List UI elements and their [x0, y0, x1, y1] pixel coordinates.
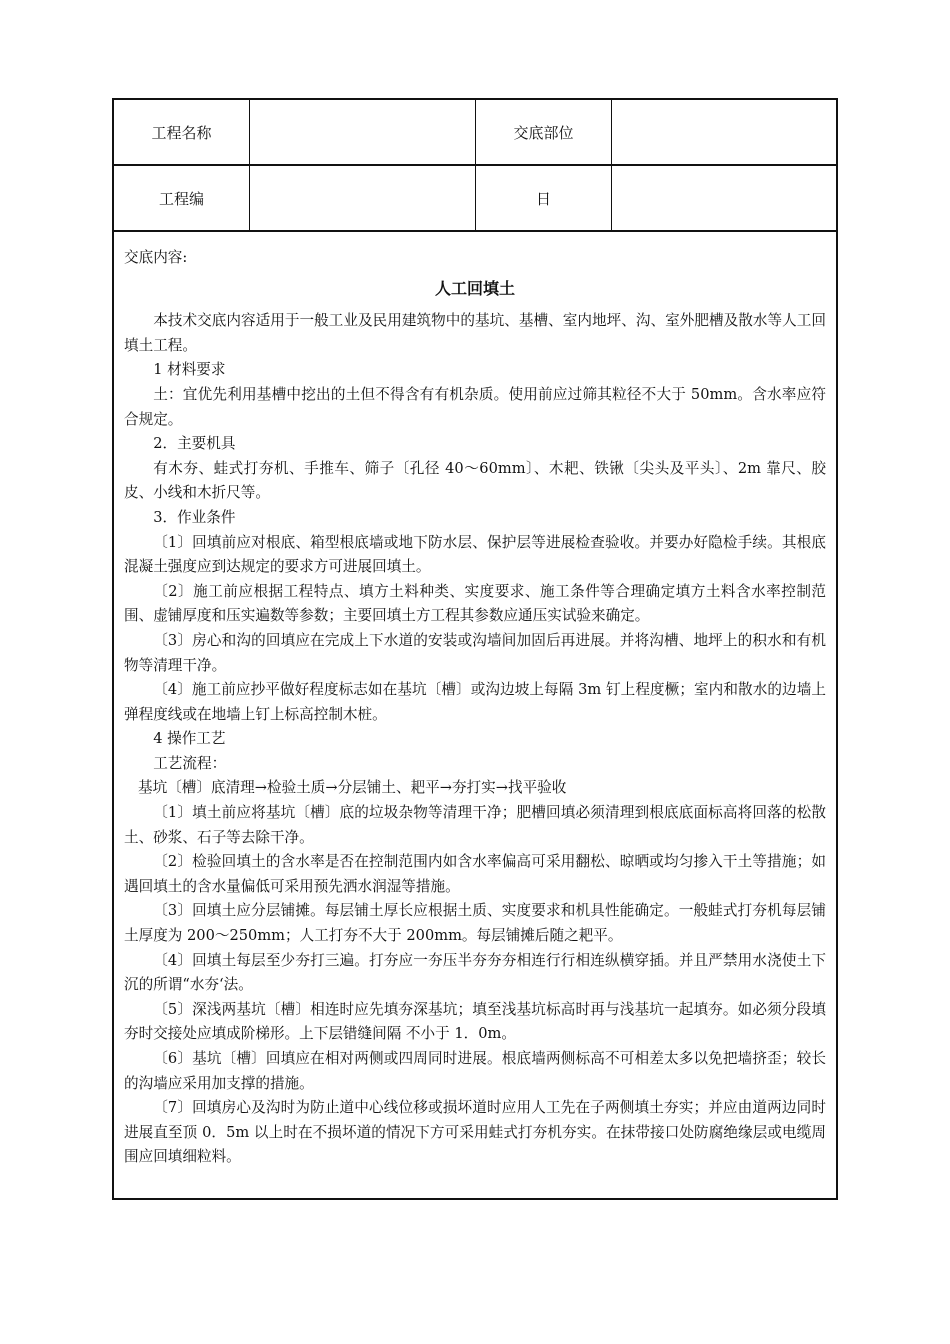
- section-heading: 3．作业条件: [153, 508, 236, 526]
- project-name-field: [250, 100, 476, 166]
- section-heading: 1 材料要求: [153, 361, 226, 379]
- paragraph: 〔4〕回填土每层至少夯打三遍。打夯应一夯压半夯夯夯相连行行相连纵横穿插。并且严禁用水浇使土下沉的所谓“水夯‘法。: [124, 951, 826, 994]
- document-title: 人工回填土: [434, 278, 515, 298]
- date-label: 日: [476, 166, 612, 232]
- paragraph: 土：宜优先利用基槽中挖出的土但不得含有有机杂质。使用前应过筛其粒径不大于 50mm。含水率应符合规定。: [124, 385, 826, 428]
- project-name-label: 工程名称: [114, 100, 250, 166]
- project-no-label: 工程编: [114, 166, 250, 232]
- paragraph: 有木夯、蛙式打夯机、手推车、筛子〔孔径 40～60mm〕、木耙、铁锹〔尖头及平头〕、2m 靠尺、胶皮、小线和木折尺等。: [124, 459, 826, 502]
- paragraph: 〔3〕房心和沟的回填应在完成上下水道的安装或沟墙间加固后再进展。并将沟槽、地坪上的积水和有机物等清理干净。: [124, 631, 826, 674]
- paragraph: 〔6〕基坑〔槽〕回填应在相对两侧或四周同时进展。根底墙两侧标高不可相差太多以免把墙挤歪；较长的沟墙应采用加支撑的措施。: [124, 1050, 826, 1092]
- part-label: 交底部位: [476, 100, 612, 166]
- part-field: [612, 100, 836, 166]
- section-heading: 2．主要机具: [153, 435, 236, 453]
- paragraph: 〔2〕检验回填土的含水率是否在控制范围内如含水率偏高可采用翻松、晾晒或均匀掺入干土等措施；如遇回填土的含水量偏低可采用预先洒水润湿等措施。: [124, 853, 826, 895]
- header-table: [114, 100, 836, 232]
- paragraph: 〔1〕填土前应将基坑〔槽〕底的垃圾杂物等清理干净；肥槽回填必须清理到根底底面标高将回落的松散土、砂浆、石子等去除干净。: [124, 804, 826, 846]
- disclosure-form: [112, 98, 838, 1200]
- paragraph: 〔2〕施工前应根据工程特点、填方土料种类、实度要求、施工条件等合理确定填方土料含水率控制范围、虚铺厚度和压实遍数等参数；主要回填土方工程其参数应通压实试验来确定。: [124, 582, 826, 625]
- disclosure-content: [114, 232, 836, 1170]
- paragraph: 〔1〕回填前应对根底、箱型根底墙或地下防水层、保护层等进展检查验收。并要办好隐检手续。其根底混凝土强度应到达规定的要求方可进展回填土。: [124, 533, 826, 576]
- content-label: 交底内容:: [124, 249, 188, 266]
- section-heading: 4 操作工艺: [153, 730, 226, 748]
- paragraph: 〔7〕回填房心及沟时为防止道中心线位移或损坏道时应用人工先在子两侧填土夯实；并应由道两边同时进展直至顶 0．5m 以上时在不损坏道的情况下方可采用蛙式打夯机夯实。在抹带接口处防腐绝缘层或电缆周围应回填细粒料。: [124, 1099, 826, 1166]
- paragraph: 〔4〕施工前应抄平做好程度标志如在基坑〔槽〕或沟边坡上每隔 3m 钉上程度橛；室内和散水的边墙上弹程度线或在地墙上钉上标高控制木桩。: [124, 681, 826, 723]
- paragraph: 本技术交底内容适用于一般工业及民用建筑物中的基坑、基槽、室内地坪、沟、室外肥槽及散水等人工回填土工程。: [124, 312, 826, 354]
- paragraph: 〔3〕回填土应分层铺摊。每层铺土厚长应根据土质、实度要求和机具性能确定。一般蛙式打夯机每层铺土厚度为 200～250mm；人工打夯不大于 200mm。每层铺摊后随之耙平。: [124, 902, 826, 945]
- date-field: [612, 166, 836, 232]
- paragraph: 工艺流程：: [153, 754, 227, 772]
- paragraph: 〔5〕深浅两基坑〔槽〕相连时应先填夯深基坑；填至浅基坑标高时再与浅基坑一起填夯。如必须分段填夯时交接处应填成阶梯形。上下层错缝间隔 不小于 1．0m。: [124, 1000, 826, 1043]
- project-no-field: [250, 166, 476, 232]
- process-flow: 基坑〔槽〕底清理→检验土质→分层铺土、耙平→夯打实→找平验收: [138, 779, 567, 797]
